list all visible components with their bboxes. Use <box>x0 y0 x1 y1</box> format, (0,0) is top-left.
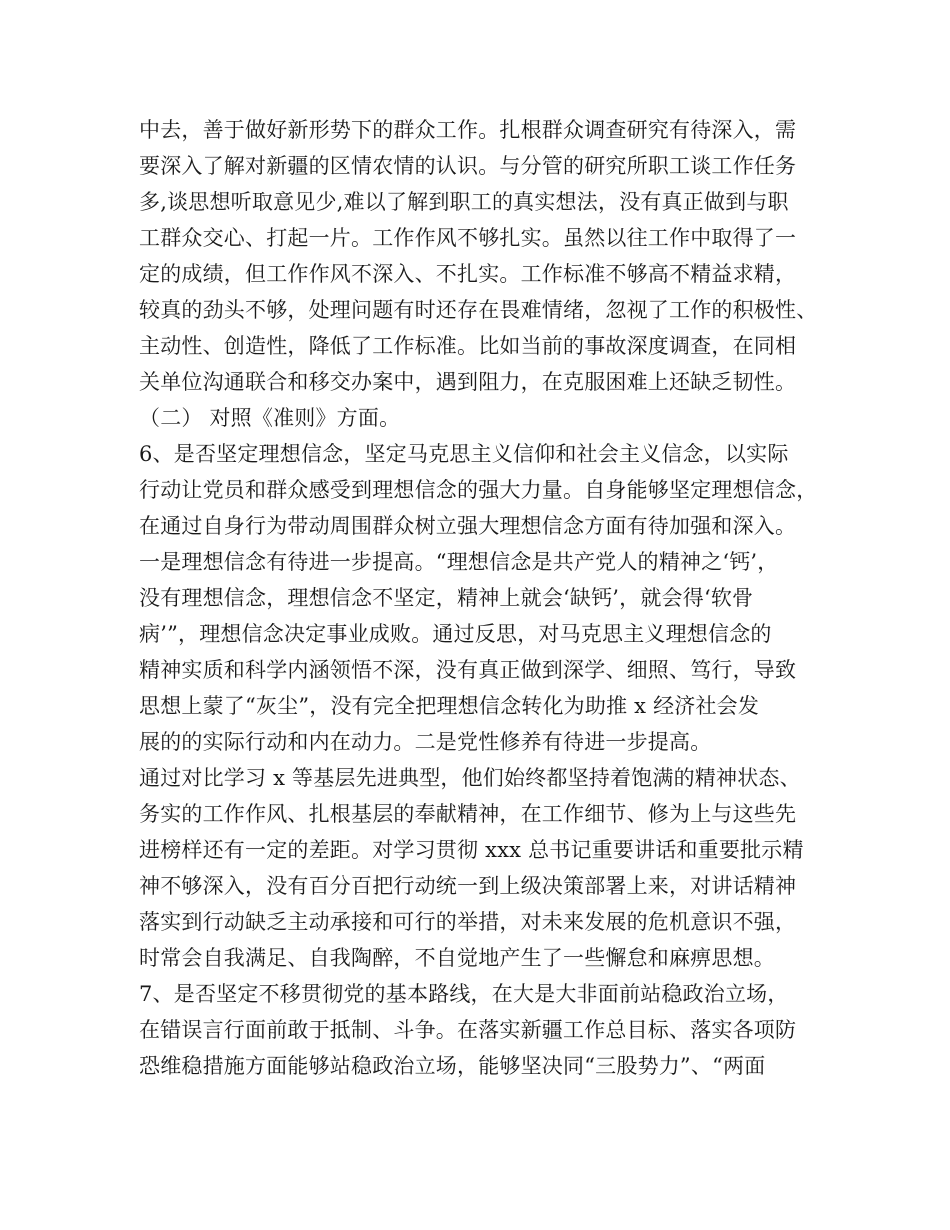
body-text <box>139 112 839 1084</box>
text-line: 没有理想信念，理想信念不坚定，精神上就会‘缺钙’，就会得‘软骨 <box>139 586 754 610</box>
text-line: 精神实质和科学内涵领悟不深，没有真正做到深学、细照、笃行，导致 <box>139 658 797 682</box>
text-line: 展的的实际行动和内在动力。二是党性修养有待进一步提高。 <box>139 730 712 754</box>
text-line: 中去，善于做好新形势下的群众工作。扎根群众调查研究有待深入，需 <box>139 118 797 142</box>
text-line: 在通过自身行为带动周围群众树立强大理想信念方面有待加强和深入。 <box>139 514 797 538</box>
text-line: 关单位沟通联合和移交办案中，遇到阻力，在克服困难上还缺乏韧性。 <box>139 370 797 394</box>
text-line: 恐维稳措施方面能够站稳政治立场，能够坚决同“三股势力”、“两面 <box>139 1054 766 1078</box>
text-line: 通过对比学习 x 等基层先进典型，他们始终都坚持着饱满的精神状态、 <box>139 766 801 790</box>
text-line: 务实的工作作风、扎根基层的奉献精神，在工作细节、修为上与这些先 <box>139 802 797 826</box>
text-line: 病’”，理想信念决定事业成败。通过反思，对马克思主义理想信念的 <box>139 622 772 646</box>
text-line: 在错误言行面前敢于抵制、斗争。在落实新疆工作总目标、落实各项防 <box>139 1018 797 1042</box>
text-line: 主动性、创造性，降低了工作标准。比如当前的事故深度调查，在同相 <box>139 334 797 358</box>
section-heading: （二） 对照《准则》方面。 <box>139 406 401 430</box>
item-heading-6: 6、是否坚定理想信念，坚定马克思主义信仰和社会主义信念，以实际 <box>139 442 789 466</box>
text-line: 要深入了解对新疆的区情农情的认识。与分管的研究所职工谈工作任务 <box>139 154 797 178</box>
text-line: 神不够深入，没有百分百把行动统一到上级决策部署上来，对讲话精神 <box>139 874 797 898</box>
text-line: 较真的劲头不够，处理问题有时还存在畏难情绪，忽视了工作的积极性、 <box>139 298 818 322</box>
text-line: 定的成绩，但工作作风不深入、不扎实。工作标准不够高不精益求精， <box>139 262 797 286</box>
text-line: 行动让党员和群众感受到理想信念的强大力量。自身能够坚定理想信念， <box>139 478 818 502</box>
text-line: 落实到行动缺乏主动承接和可行的举措，对未来发展的危机意识不强， <box>139 910 797 934</box>
text-line: 多,谈思想听取意见少,难以了解到职工的真实想法，没有真正做到与职 <box>139 190 789 214</box>
text-line: 一是理想信念有待进一步提高。“理想信念是共产党人的精神之‘钙’， <box>139 550 779 574</box>
item-heading-7: 7、是否坚定不移贯彻党的基本路线，在大是大非面前站稳政治立场， <box>139 982 789 1006</box>
text-line: 进榜样还有一定的差距。对学习贯彻 xxx 总书记重要讲话和重要批示精 <box>139 838 804 862</box>
text-line: 时常会自我满足、自我陶醉，不自觉地产生了一些懈怠和麻痹思想。 <box>139 946 775 970</box>
text-line: 工群众交心、打起一片。工作作风不够扎实。虽然以往工作中取得了一 <box>139 226 797 250</box>
text-line: 思想上蒙了“灰尘”，没有完全把理想信念转化为助推 x 经济社会发 <box>139 694 760 718</box>
